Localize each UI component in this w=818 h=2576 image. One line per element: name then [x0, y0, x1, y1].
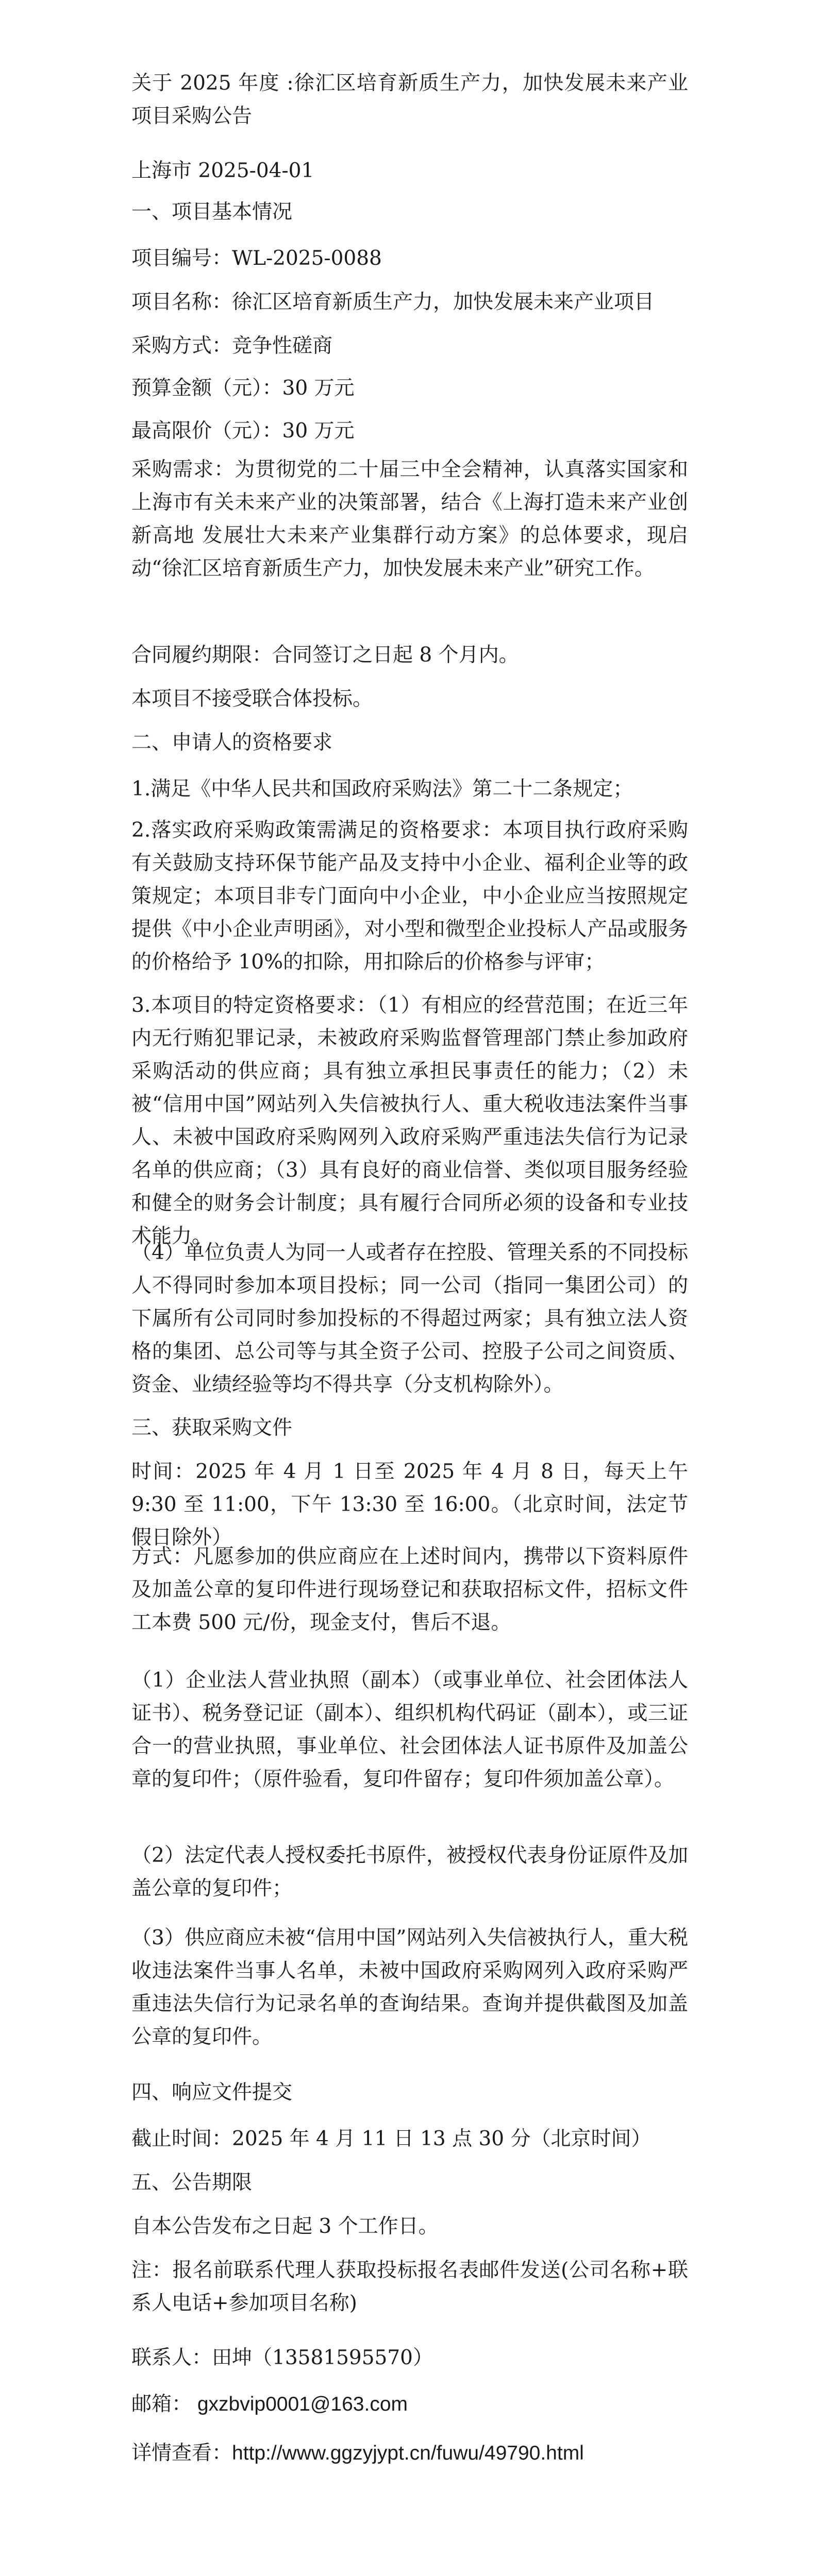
- section-heading-submission: 四、响应文件提交: [131, 2081, 293, 2104]
- registration-note: 注：报名前联系代理人获取投标报名表邮件发送(公司名称+联系人电话+参加项目名称): [131, 2259, 688, 2315]
- procurement-requirement: 采购需求：为贯彻党的二十届三中全会精神，认真落实国家和上海市有关未来产业的决策部署，结合《上海打造未来产业创新高地 发展壮大未来产业集群行动方案》的总体要求，现启动“徐汇区培育新质生产力，加快发展未来产业”研究工作。: [131, 458, 688, 580]
- obtain-method: 方式：凡愿参加的供应商应在上述时间内，携带以下资料原件及加盖公章的复印件进行现场登记和获取招标文件，招标文件工本费 500 元/份，现金支付，售后不退。: [131, 1545, 688, 1634]
- document-title: 关于 2025 年度 :徐汇区培育新质生产力，加快发展未来产业项目采购公告: [131, 72, 688, 128]
- contract-term: 合同履约期限：合同签订之日起 8 个月内。: [131, 643, 519, 667]
- contact-person: 联系人：田坤（13581595570）: [131, 2346, 433, 2369]
- max-price: 最高限价（元）：30 万元: [131, 419, 355, 443]
- required-document-1: （1）企业法人营业执照（副本）（或事业单位、社会团体法人证书）、税务登记证（副本）、组织机构代码证（副本），或三证合一的营业执照，事业单位、社会团体法人证书原件及加盖公章的复印件；（原件验看，复印件留存；复印件须加盖公章）。: [131, 1669, 688, 1791]
- obtain-time: 时间：2025 年 4 月 1 日至 2025 年 4 月 8 日，每天上午 9:30 至 11:00，下午 13:30 至 16:00。（北京时间，法定节假日除外）: [131, 1460, 688, 1549]
- qualification-3: 3.本项目的特定资格要求：（1）有相应的经营范围；在近三年内无行贿犯罪记录，未被政府采购监督管理部门禁止参加政府采购活动的供应商；具有独立承担民事责任的能力；（2）未被“信用中国”网站列入失信被执行人、重大税收违法案件当事人、未被中国政府采购网列入政府采购严重违法失信行为记录名单的供应商；（3）具有良好的商业信誉、类似项目服务经验和健全的财务会计制度；具有履行合同所必须的设备和专业技术能力。: [131, 994, 688, 1248]
- procurement-method: 采购方式：竞争性磋商: [131, 334, 333, 358]
- section-heading-project-info: 一、项目基本情况: [131, 200, 293, 224]
- qualification-2: 2.落实政府采购政策需满足的资格要求：本项目执行政府采购有关鼓励支持环保节能产品及支持中小企业、福利企业等的政策规定；本项目非专门面向中小企业，中小企业应当按照规定提供《中小企业声明函》，对小型和微型企业投标人产品或服务的价格给予 10%的扣除，用扣除后的价格参与评审；: [131, 819, 688, 974]
- required-document-3: （3）供应商应未被“信用中国”网站列入失信被执行人，重大税收违法案件当事人名单，未被中国政府采购网列入政府采购严重违法失信行为记录名单的查询结果。查询并提供截图及加盖公章的复印件。: [131, 1926, 688, 2048]
- qualification-1: 1.满足《中华人民共和国政府采购法》第二十二条规定；: [131, 777, 633, 801]
- qualification-3-part-4: （4）单位负责人为同一人或者存在控股、管理关系的不同投标人不得同时参加本项目投标；同一公司（指同一集团公司）的下属所有公司同时参加投标的不得超过两家；具有独立法人资格的集团、总公司等与其全资子公司、控股子公司之间资质、资金、业绩经验等均不得共享（分支机构除外）。: [131, 1241, 688, 1396]
- section-heading-obtain-documents: 三、获取采购文件: [131, 1416, 293, 1439]
- contact-email[interactable]: 邮箱： gxzbvip0001@163.com: [131, 2393, 408, 2415]
- notice-period: 自本公告发布之日起 3 个工作日。: [131, 2215, 439, 2238]
- section-heading-notice-period: 五、公告期限: [131, 2171, 253, 2194]
- section-heading-qualifications: 二、申请人的资格要求: [131, 731, 333, 754]
- no-consortium-note: 本项目不接受联合体投标。: [131, 687, 373, 710]
- budget-amount: 预算金额（元）：30 万元: [131, 377, 355, 400]
- project-name: 项目名称：徐汇区培育新质生产力，加快发展未来产业项目: [131, 291, 655, 314]
- location-date: 上海市 2025-04-01: [131, 159, 314, 182]
- details-link[interactable]: 详情查看：http://www.ggzyjypt.cn/fuwu/49790.html: [131, 2442, 584, 2464]
- required-document-2: （2）法定代表人授权委托书原件，被授权代表身份证原件及加盖公章的复印件；: [131, 1844, 688, 1900]
- submission-deadline: 截止时间：2025 年 4 月 11 日 13 点 30 分（北京时间）: [131, 2127, 652, 2150]
- project-number: 项目编号：WL-2025-0088: [131, 247, 382, 270]
